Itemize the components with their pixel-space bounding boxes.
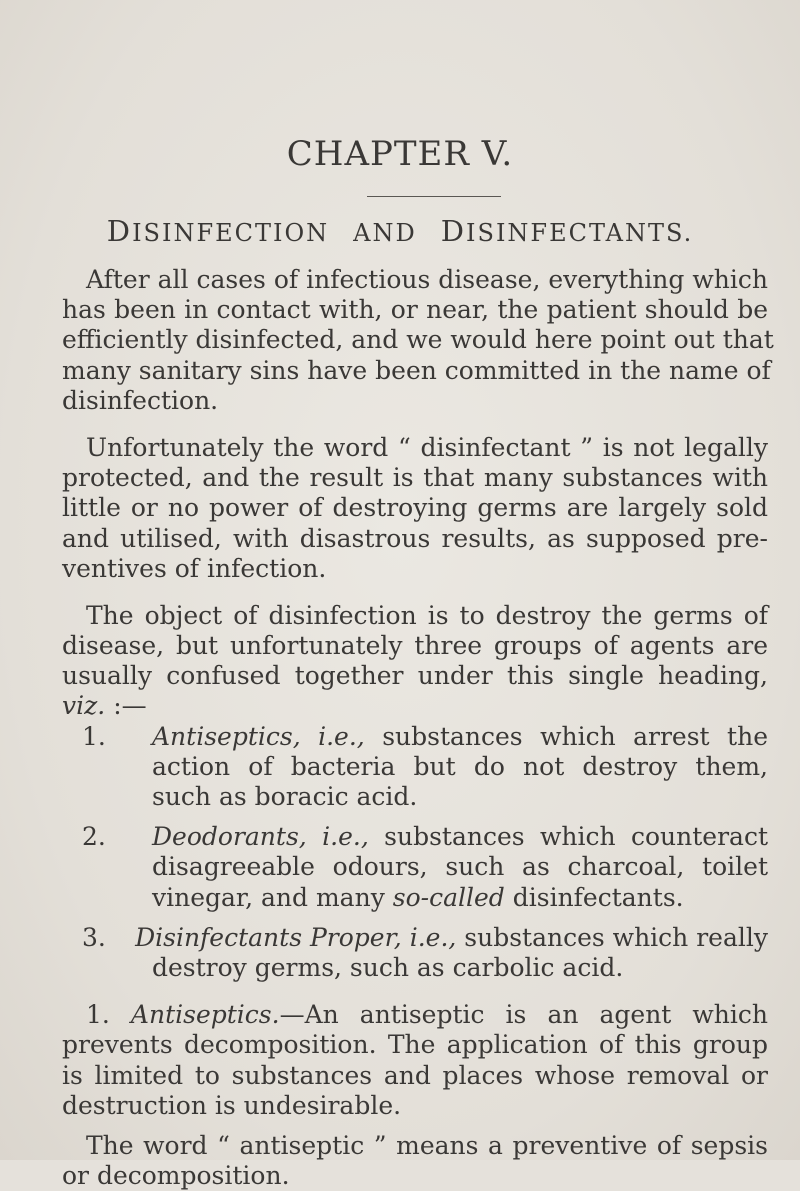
text-line: usually confused together under this single heading, bbox=[62, 661, 768, 691]
paragraph-1 bbox=[62, 265, 774, 416]
agent-list bbox=[62, 722, 768, 984]
text-line: 1. Antiseptics, i.e., substances which arrest the bbox=[62, 722, 768, 752]
list-number: 2. bbox=[82, 822, 106, 852]
text-line: has been in contact with, or near, the patient should be bbox=[62, 295, 768, 325]
para-number: 1. bbox=[86, 1000, 110, 1030]
text-line: ventives of infection. bbox=[62, 553, 327, 583]
list-number: 3. bbox=[82, 922, 106, 952]
text-line: After all cases of infectious disease, everything which bbox=[86, 265, 768, 294]
list-term: Antiseptics, bbox=[152, 721, 301, 751]
text-line: 3. Disinfectants Proper, i.e., substances which really bbox=[62, 923, 768, 953]
text-line: vinegar, and many so-called disinfectants. bbox=[152, 882, 684, 912]
chapter-heading: CHAPTER V. bbox=[286, 134, 514, 174]
text-line: disease, but unfortunately three groups of agents are bbox=[62, 631, 768, 661]
paragraph-2 bbox=[62, 433, 768, 584]
heading-rule bbox=[367, 196, 501, 197]
text-line: little or no power of destroying germs are largely sold bbox=[62, 493, 768, 523]
paragraph-5 bbox=[62, 1131, 768, 1191]
list-item bbox=[62, 722, 768, 813]
section-heading bbox=[0, 215, 800, 249]
text-line: 1. Antiseptics.—An antiseptic is an agent which bbox=[86, 1000, 769, 1030]
ie-abbrev: i.e., bbox=[322, 822, 369, 852]
text-line: such as boracic acid. bbox=[152, 782, 418, 811]
text-line: Unfortunately the word “ disinfectant ” is not legally bbox=[86, 432, 768, 462]
text-line bbox=[62, 691, 768, 721]
text-line: efficiently disinfected, and we would here point out that bbox=[62, 325, 774, 355]
text-line: many sanitary sins have been committed in the name of bbox=[62, 355, 771, 385]
viz-abbrev: viz. bbox=[62, 691, 106, 721]
text-line: protected, and the result is that many substances with bbox=[62, 463, 768, 493]
list-item bbox=[62, 822, 768, 913]
text-line: action of bacteria but do not destroy them, bbox=[152, 751, 768, 781]
ie-abbrev: i.e., bbox=[409, 922, 457, 952]
text-line: prevents decomposition. The application of this group bbox=[62, 1030, 768, 1060]
text-line: 2. Deodorants, i.e., substances which counteract bbox=[62, 822, 768, 852]
section-initial-d2: D bbox=[440, 214, 467, 248]
list-term: Disinfectants Proper, bbox=[135, 922, 402, 952]
list-number: 1. bbox=[82, 721, 106, 751]
text-line: and utilised, with disastrous results, as supposed pre- bbox=[62, 523, 768, 553]
text-line: The object of disinfection is to destroy the germs of bbox=[86, 600, 768, 630]
text-line: disagreeable odours, such as charcoal, toilet bbox=[152, 852, 768, 882]
section-word-and: AND bbox=[353, 219, 417, 247]
text-line: destruction is undesirable. bbox=[62, 1090, 402, 1120]
section-word-disinfection: ISINFECTION bbox=[132, 219, 330, 247]
viz-tail: :— bbox=[105, 691, 147, 721]
list-item bbox=[62, 923, 768, 983]
list-term: Deodorants, bbox=[152, 822, 307, 852]
para-term: Antiseptics. bbox=[130, 1000, 280, 1030]
paragraph-3 bbox=[62, 601, 768, 722]
text-line: is limited to substances and places whose removal or bbox=[62, 1060, 768, 1090]
section-word-disinfectants: ISINFECTANTS. bbox=[466, 219, 694, 247]
text-line: or decomposition. bbox=[62, 1161, 290, 1191]
text-line: The word “ antiseptic ” means a preventive of sepsis bbox=[86, 1130, 768, 1160]
section-initial-d1: D bbox=[106, 214, 133, 248]
text-line: destroy germs, such as carbolic acid. bbox=[152, 952, 624, 982]
ie-abbrev: i.e., bbox=[318, 721, 365, 751]
text-line: disinfection. bbox=[62, 385, 219, 415]
paragraph-4 bbox=[62, 1000, 768, 1121]
body-text bbox=[62, 265, 774, 1191]
